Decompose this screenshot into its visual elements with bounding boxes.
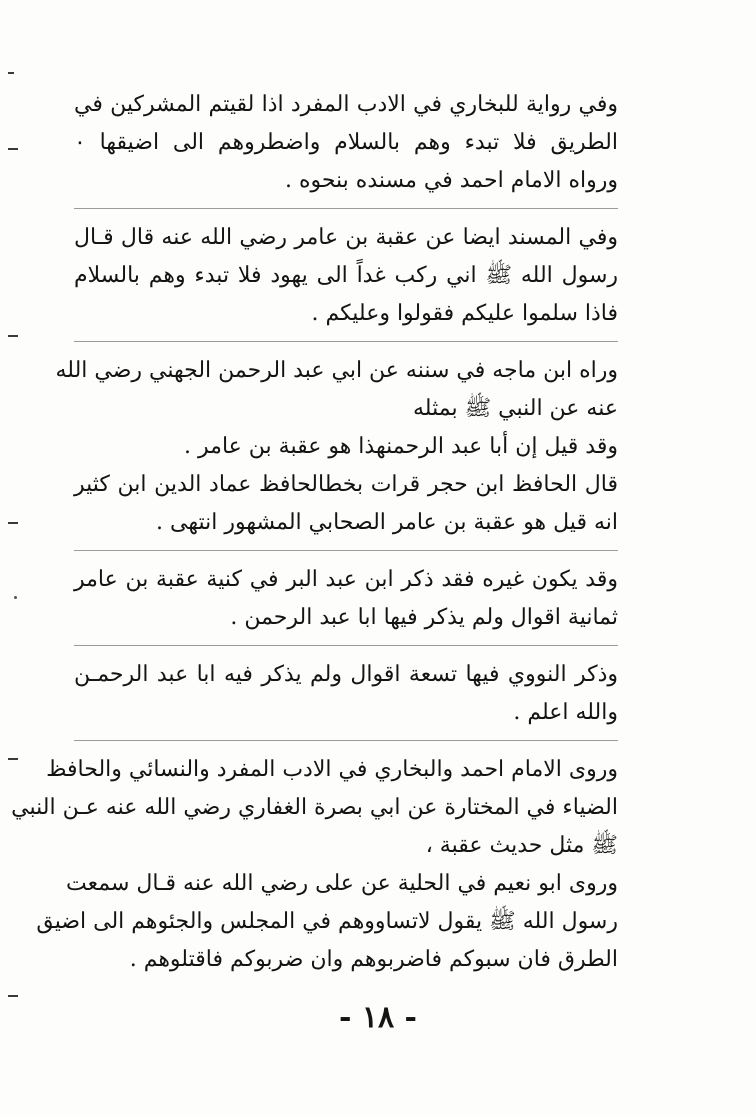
text-line: وفي رواية للبخاري في الادب المفرد اذا لقيتم المشركين في (74, 92, 618, 117)
text-line: وفي المسند ايضا عن عقبة بن عامر رضي الله عنه قال قـال (74, 225, 618, 250)
body-text (11, 86, 618, 997)
text-line: وروى ابو نعيم في الحلية عن على رضي الله عنه قـال سمعت (66, 871, 618, 896)
margin-dot (14, 596, 17, 599)
text-line: وذكر النووي فيها تسعة اقوال ولم يذكر فيه ابا عبد الرحمـن (74, 662, 618, 687)
text-line: قال الحافظ ابن حجر قرات بخطالحافظ عماد الدين ابن كثير (74, 472, 618, 497)
text-line: فاذا سلموا عليكم فقولوا وعليكم . (311, 301, 618, 326)
text-line: عنه عن النبي ﷺ بمثله (413, 396, 618, 421)
margin-mark (8, 148, 18, 150)
paragraph (11, 751, 618, 987)
margin-mark (8, 522, 18, 524)
text-line: ﷺ مثل حديث عقبة ، (425, 833, 618, 858)
text-line: الطرق فان سبوكم فاضربوهم وان ضربوكم فاقتلوهم . (129, 947, 618, 972)
margin-mark (8, 995, 18, 997)
paragraph (74, 656, 618, 741)
text-line: وقد قيل إن أبا عبد الرحمنهذا هو عقبة بن عامر . (184, 434, 618, 459)
margin-mark (8, 72, 14, 74)
margin-mark (8, 335, 18, 337)
text-line: الطريق فلا تبدء وهم بالسلام واضطروهم الى اضيقها ٠ (74, 130, 618, 155)
margin-mark (8, 758, 18, 760)
paragraph (74, 219, 618, 342)
paragraph (74, 86, 618, 209)
text-line: والله اعلم . (513, 700, 618, 725)
page-number: - ١٨ - (338, 1000, 418, 1035)
text-line: وقد يكون غيره فقد ذكر ابن عبد البر في كنية عقبة بن عامر (74, 567, 618, 592)
text-line: وراه ابن ماجه في سننه عن ابي عبد الرحمن الجهني رضي الله (55, 358, 618, 383)
paragraph (74, 561, 618, 646)
text-line: رسول الله ﷺ يقول لاتساووهم في المجلس والجئوهم الى اضيق (36, 909, 618, 934)
text-line: ورواه الامام احمد في مسنده بنحوه . (284, 168, 618, 193)
text-line: انه قيل هو عقبة بن عامر الصحابي المشهور انتهى . (156, 510, 618, 535)
text-line: وروى الامام احمد والبخاري في الادب المفرد والنسائي والحافظ (46, 757, 618, 782)
paragraph (55, 352, 618, 551)
text-line: رسول الله ﷺ اني ركب غداً الى يهود فلا تبدء وهم بالسلام (74, 263, 618, 288)
text-line: الضياء في المختارة عن ابي بصرة الغفاري رضي الله عنه عـن النبي (11, 795, 618, 820)
text-line: ثمانية اقوال ولم يذكر فيها ابا عبد الرحمن . (230, 605, 618, 630)
